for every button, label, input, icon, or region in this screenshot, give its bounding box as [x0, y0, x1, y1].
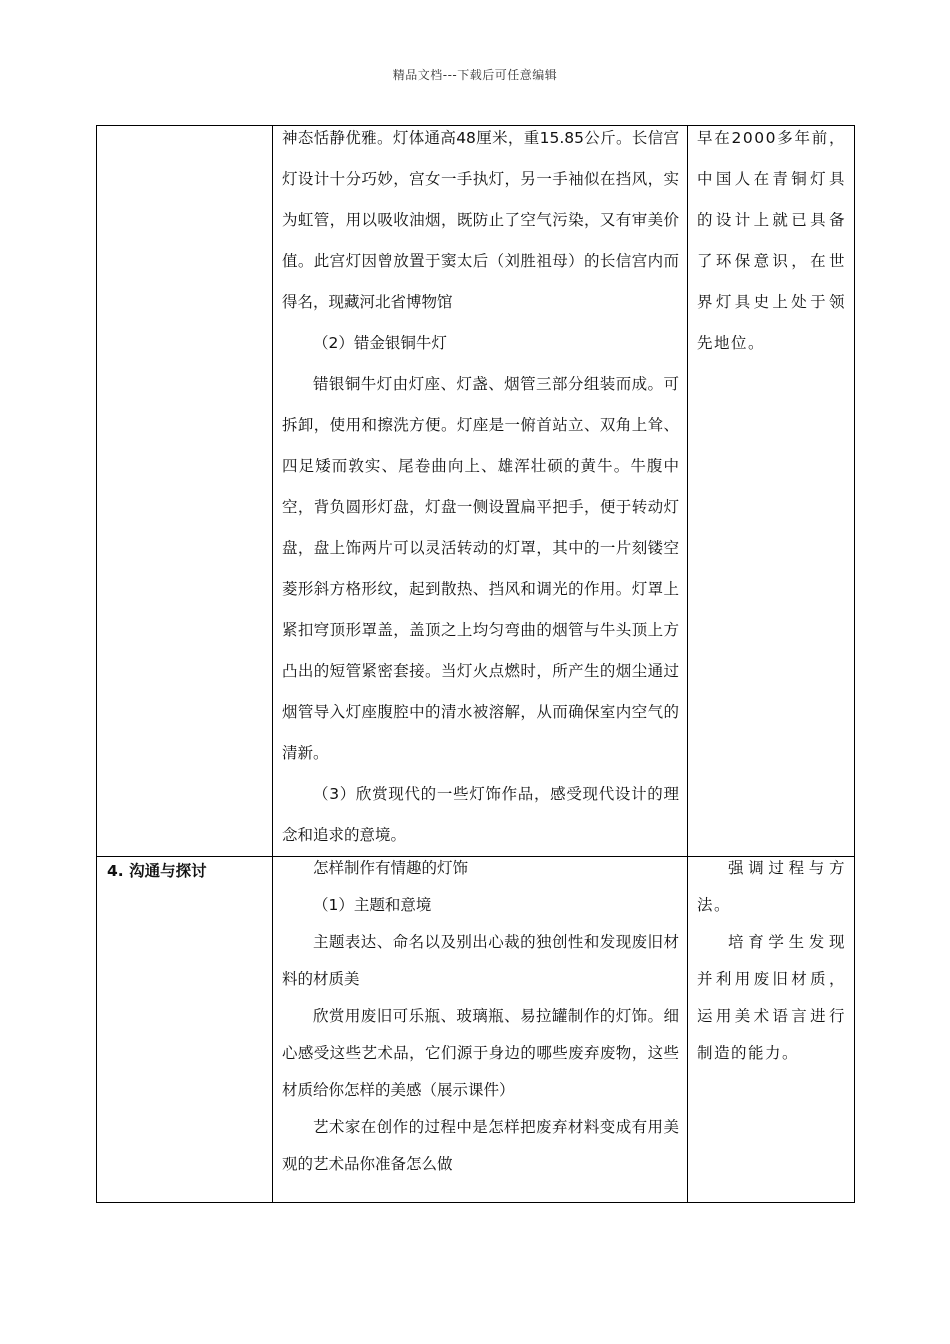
content-cell: [273, 126, 688, 857]
section-cell: [97, 857, 273, 1203]
notes-cell: [688, 126, 855, 857]
table-row: [97, 126, 855, 857]
lesson-plan-table: [96, 125, 855, 1203]
content-paragraph: 主题表达、命名以及别出心裁的独创性和发现废旧材料的材质美: [282, 933, 679, 988]
content-paragraph: （3）欣赏现代的一些灯饰作品，感受现代设计的理念和追求的意境。: [282, 785, 679, 844]
table-row: [97, 857, 855, 1203]
content-subheading: （2）错金银铜牛灯: [313, 334, 447, 352]
note-paragraph: 早在2000多年前，中国人在青铜灯具的设计上就已具备了环保意识，在世界灯具史上处于领先地位。: [697, 129, 846, 352]
note-paragraph: 强调过程与方法。: [697, 859, 846, 914]
content-paragraph: 错银铜牛灯由灯座、灯盏、烟管三部分组装而成。可拆卸，使用和擦洗方便。灯座是一俯首站立、双角上耸、四足矮而敦实、尾卷曲向上、雄浑壮硕的黄牛。牛腹中空，背负圆形灯盘，灯盘一侧设置扁平把手，便于转动灯盘，盘上饰两片可以灵活转动的灯罩，其中的一片刻镂空菱形斜方格形纹，起到散热、挡风和调光的作用。灯罩上紧扣穹顶形罩盖，盖顶之上均匀弯曲的烟管与牛头顶上方凸出的短管紧密套接。当灯火点燃时，所产生的烟尘通过烟管导入灯座腹腔中的清水被溶解，从而确保室内空气的清新。: [282, 375, 679, 762]
content-subheading: 怎样制作有情趣的灯饰: [313, 859, 469, 877]
content-subheading: （1）主题和意境: [313, 896, 432, 914]
notes-cell: [688, 857, 855, 1203]
content-paragraph: 艺术家在创作的过程中是怎样把废弃材料变成有用美观的艺术品你准备怎么做: [282, 1118, 679, 1173]
note-paragraph: 培育学生发现并利用废旧材质，运用美术语言进行制造的能力。: [697, 933, 846, 1062]
content-paragraph: 神态恬静优雅。灯体通高48厘米，重15.85公斤。长信宫灯设计十分巧妙，宫女一手执灯，另一手袖似在挡风，实为虹管，用以吸收油烟，既防止了空气污染，又有审美价值。此宫灯因曾放置于窦太后（刘胜祖母）的长信宫内而得名，现藏河北省博物馆: [282, 129, 679, 311]
content-paragraph: 欣赏用废旧可乐瓶、玻璃瓶、易拉罐制作的灯饰。细心感受这些艺术品，它们源于身边的哪些废弃废物，这些材质给你怎样的美感（展示课件）: [282, 1007, 679, 1099]
page-header: 精品文档---下载后可任意编辑: [392, 68, 558, 82]
section-cell: [97, 126, 273, 857]
section-label: 4. 沟通与探讨: [107, 862, 207, 880]
content-cell: [273, 857, 688, 1203]
